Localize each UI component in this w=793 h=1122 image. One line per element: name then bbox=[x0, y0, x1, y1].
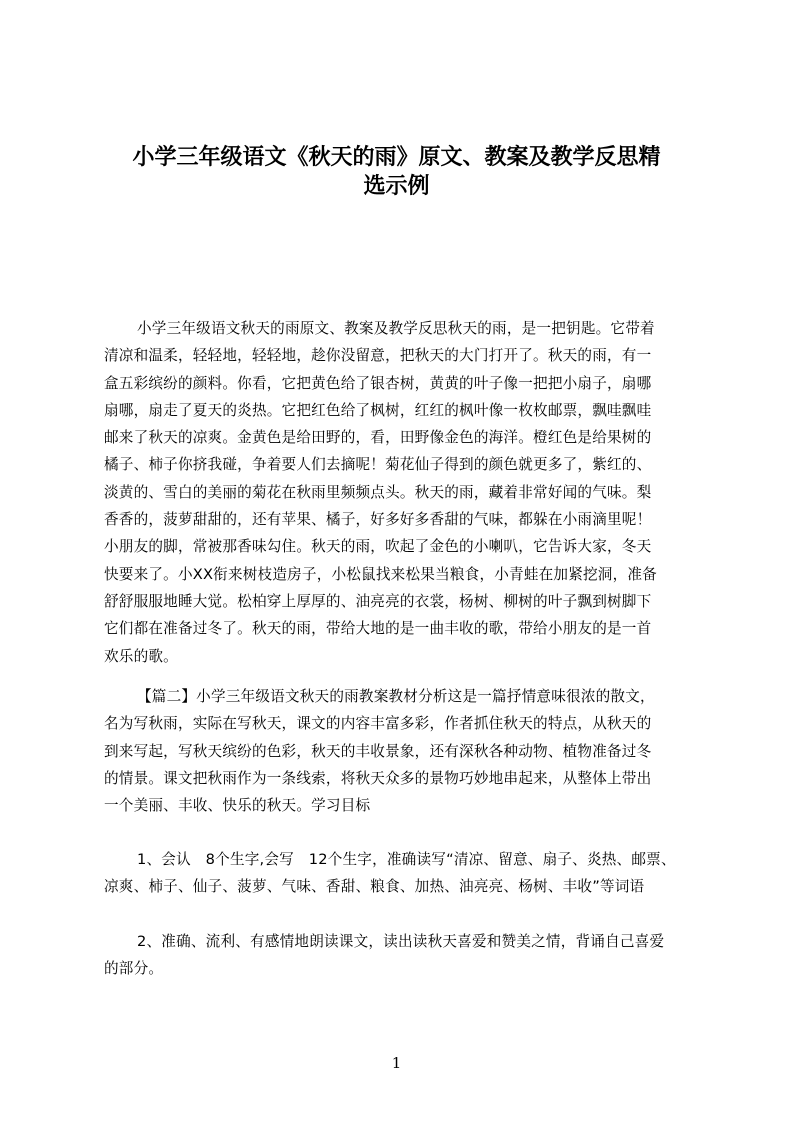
text-line: 小朋友的脚，常被那香味勾住。秋天的雨，吹起了金色的小喇叭，它告诉大家，冬天 bbox=[104, 538, 652, 556]
text-line: 橘子、柿子你挤我碰，争着要人们去摘呢！菊花仙子得到的颜色就更多了，紫红的、 bbox=[104, 456, 652, 474]
text-line: 舒舒服服地睡大觉。松柏穿上厚厚的、油亮亮的衣裳，杨树、柳树的叶子飘到树脚下 bbox=[104, 592, 652, 610]
text-line: 扇哪，扇走了夏天的炎热。它把红色给了枫树，红红的枫叶像一枚枚邮票，飘哇飘哇 bbox=[104, 401, 652, 419]
text-line: 一个美丽、丰收、快乐的秋天。学习目标 bbox=[104, 797, 371, 815]
text-line: 邮来了秋天的凉爽。金黄色是给田野的，看，田野像金色的海洋。橙红色是给果树的 bbox=[104, 429, 652, 447]
text-line: 2、准确、流利、有感情地朗读课文，读出读秋天喜爱和赞美之情，背诵自己喜爱 bbox=[137, 933, 665, 950]
text-line: 欢乐的歌。 bbox=[104, 647, 178, 665]
document-title-line-1: 小学三年级语文《秋天的雨》原文、教案及教学反思精 bbox=[132, 145, 661, 170]
text-line: 1、会认 8个生字,会写 12个生字，准确读写“清凉、留意、扇子、炎热、邮票、 bbox=[137, 851, 676, 868]
paragraph-goal-2 bbox=[104, 928, 702, 983]
text-line: 的部分。 bbox=[104, 960, 164, 978]
text-line: 的情景。课文把秋雨作为一条线索，将秋天众多的景物巧妙地串起来，从整体上带出 bbox=[104, 769, 652, 787]
text-line: 香香的，菠萝甜甜的，还有苹果、橘子，好多好多香甜的气味，都躲在小雨滴里呢！ bbox=[104, 511, 652, 529]
text-line: 盒五彩缤纷的颜料。你看，它把黄色给了银杏树，黄黄的叶子像一把把小扇子，扇哪 bbox=[104, 374, 652, 392]
text-line: 【篇二】小学三年级语文秋天的雨教案教材分析这是一篇抒情意味很浓的散文， bbox=[137, 688, 655, 705]
paragraph-goal-1 bbox=[104, 846, 702, 901]
paragraph-lesson-plan bbox=[104, 683, 702, 819]
document-title-line-2: 选示例 bbox=[363, 174, 430, 199]
text-line: 凉爽、柿子、仙子、菠萝、气味、香甜、粮食、加热、油亮亮、杨树、丰收”等词语 bbox=[104, 878, 645, 896]
text-line: 到来写起，写秋天缤纷的色彩，秋天的丰收景象，还有深秋各种动物、植物准备过冬 bbox=[104, 742, 652, 760]
text-line: 清凉和温柔，轻轻地，轻轻地，趁你没留意，把秋天的大门打开了。秋天的雨，有一 bbox=[104, 347, 652, 365]
page-number: 1 bbox=[391, 1054, 402, 1072]
text-line: 小学三年级语文秋天的雨原文、教案及教学反思秋天的雨，是一把钥匙。它带着 bbox=[137, 320, 655, 337]
paragraph-poem-text bbox=[104, 315, 702, 670]
text-line: 名为写秋雨，实际在写秋天，课文的内容丰富多彩，作者抓住秋天的特点，从秋天的 bbox=[104, 715, 652, 733]
text-line: 它们都在准备过冬了。秋天的雨，带给大地的是一曲丰收的歌，带给小朋友的是一首 bbox=[104, 620, 652, 638]
text-line: 淡黄的、雪白的美丽的菊花在秋雨里频频点头。秋天的雨，藏着非常好闻的气味。梨 bbox=[104, 483, 652, 501]
text-line: 快要来了。小XX衔来树枝造房子，小松鼠找来松果当粮食，小青蛙在加紧挖洞，准备 bbox=[104, 565, 657, 583]
